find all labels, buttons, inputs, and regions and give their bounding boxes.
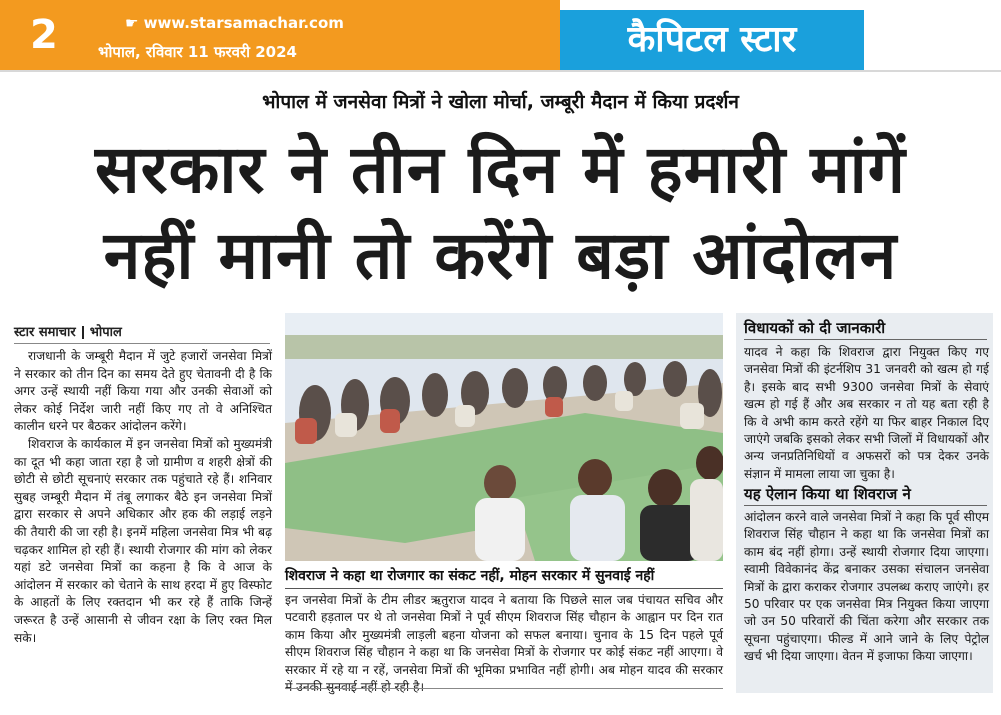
middle-paragraph: इन जनसेवा मित्रों के टीम लीडर ऋतुराज यादव ने बताया कि पिछले साल जब पंचायत सचिव और पटवारी हड़ताल पर थे तो जनसेवा मित्रों ने पूर्व सीएम शिवराज सिंह चौहान के आह्वान पर दिन रात काम किया और मुख्यमंत्री लाड़ली बहना योजना को सफल बनाया। चुनाव के 15 दिन पहले पूर्व सीएम शिवराज सिंह चौहान ने कहा था कि जनसेवा मित्रों के रोजगार पर कोई संकट नहीं आएगा। वे सरकार में रहे या न रहें, जनसेवा मित्रों की भूमिका प्रभावित नहीं होगी। अब मोहन यादव की सरकार (285, 593, 723, 677)
byline (14, 322, 122, 340)
page-bottom-edge (0, 703, 1001, 715)
middle-column-text (285, 592, 723, 696)
sidebar-paragraph-2: आंदोलन करने वाले जनसेवा मित्रों ने कहा कि पूर्व सीएम शिवराज सिंह चौहान ने कहा था कि जनसेवा मित्रों का काम बंद नहीं होगा। उन्हें स्थायी रोजगार दिया जाएगा। स्वामी विवेकानंद केंद्र बनाकर उसका संचालन जनसेवा मित्रों के द्वारा कराकर रोजगार उपलब्ध कराए जाएंगे। हर 50 परिवार पर एक जनसेवा मित्र नियुक्त किया जाएगा जो उन 50 परिवारों की चिंता करेगा और सरकार तक सूचना पहुंचाएगा। फील्ड में आने जाने के लिए पेट्रोल खर्च भी दिया जाएगा। वेतन में इजाफा किया जाएगा। (744, 510, 989, 664)
masthead-divider (0, 70, 1001, 72)
dateline: भोपाल, रविवार 11 फरवरी 2024 (98, 43, 297, 61)
byline-source: स्टार समाचार (14, 325, 76, 340)
protest-photo-illustration (285, 313, 723, 561)
column-divider (14, 343, 270, 344)
protest-photo (285, 313, 723, 561)
left-paragraph-1: राजधानी के जम्बूरी मैदान में जुटे हजारों जनसेवा मित्रों ने सरकार को तीन दिन का समय देते हुए चेतावनी दी है कि अगर उन्हें स्थायी नहीं किया गया और उनकी सेवाओं को लेकर कोई निर्देश जारी नहीं किए गए तो वे अनिश्चित कालीन धरने पर बैठकर आंदोलन करेंगे। (14, 349, 272, 434)
sidebar-paragraph-1: यादव ने कहा कि शिवराज द्वारा नियुक्त किए गए जनसेवा मित्रों की इंटर्नशिप 31 जनवरी को खत्म हो गई है। इसके बाद सभी 9300 जनसेवा मित्रों के सेवाएं खत्म हो गई हैं और अब सरकार न तो यह बता रही है कि वे अभी काम करते रहेंगे या फिर बाहर निकाल दिए जाएंगे जबकि इसको लेकर सभी जिलों में विधायकों और अन्य जनप्रतिनिधियों व अफसरों को पत्र देकर उनके संज्ञान में मामला लाया जा चुका है। (744, 345, 989, 481)
caption-divider (285, 588, 723, 589)
headline-line-1: सरकार ने तीन दिन में हमारी मांगें (95, 131, 906, 208)
story-kicker: भोपाल में जनसेवा मित्रों ने खोला मोर्चा, जम्बूरी मैदान में किया प्रदर्शन (262, 91, 739, 113)
sidebar-heading-2: यह ऐलान किया था शिवराज ने (744, 485, 911, 503)
section-brand: कैपिटल स्टार (627, 19, 797, 60)
sidebar-divider-1 (744, 339, 987, 340)
photo-caption: शिवराज ने कहा था रोजगार का संकट नहीं, मोहन सरकार में सुनवाई नहीं (285, 568, 655, 584)
page-number: 2 (30, 12, 58, 58)
story-headline (0, 127, 1001, 299)
headline-line-2: नहीं मानी तो करेंगे बड़ा आंदोलन (103, 217, 898, 294)
website-link[interactable]: ☛ www.starsamachar.com (125, 14, 344, 32)
sidebar-divider-2 (744, 505, 987, 506)
middle-bottom-divider (285, 688, 723, 689)
left-column-text (14, 348, 272, 647)
left-paragraph-2: शिवराज के कार्यकाल में इन जनसेवा मित्रों को मुख्यमंत्री का दूत भी कहा जाता रहा है जो ग्रामीण व शहरी क्षेत्रों की छोटी से छोटी सूचनाएं सरकार तक पहुंचाते रहे हैं। शनिवार सुबह जम्बूरी मैदान में तंबू लगाकर बैठे इन जनसेवा मित्रों द्वारा सरकार से अपने अधिकार और हक की लड़ाई लड़ने की तैयारी की जा रही है। इनमें महिला जनसेवा मित्र भी बढ़ चढ़कर शामिल हो रही हैं। स्थायी रोजगार की मांग को लेकर यहां डटे जनसेवा मित्रों का कहना है कि वे आज के आंदोलन में सरकार को चेताने के साथ हरदा में हुए विस्फोट के आहतों के लिए रक्तदान भी कर रहे हैं ताकि जिन्हें जरूरत है उन्हें आसानी से जीवन रक्षा के लिए रक्त मिल सके। (14, 436, 272, 645)
sidebar-heading-1: विधायकों को दी जानकारी (744, 319, 886, 337)
byline-place: भोपाल (89, 325, 122, 340)
byline-separator (82, 326, 84, 339)
